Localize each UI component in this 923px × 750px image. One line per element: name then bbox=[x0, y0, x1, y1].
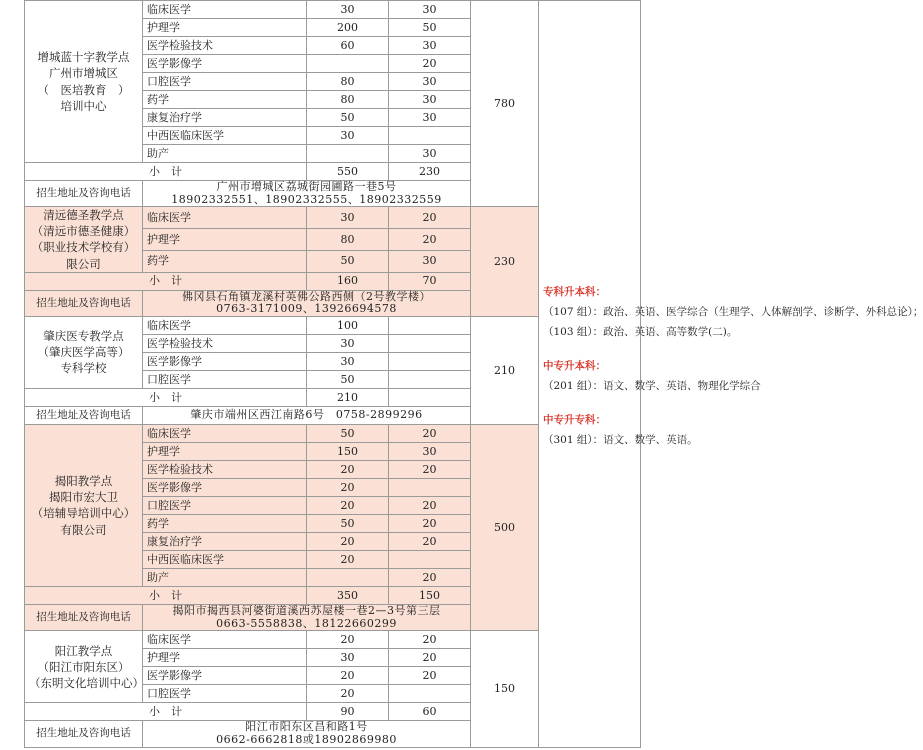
group-total: 500 bbox=[471, 424, 539, 630]
quota-b: 30 bbox=[389, 1, 471, 19]
institution-name-line: 阳江教学点 bbox=[54, 643, 113, 658]
major-name: 康复治疗学 bbox=[143, 532, 307, 550]
major-name: 中西医临床医学 bbox=[143, 127, 307, 145]
exam-section bbox=[543, 411, 698, 451]
quota-b: 30 bbox=[389, 145, 471, 163]
subtotal-b: 150 bbox=[389, 586, 471, 604]
subtotal-a: 550 bbox=[307, 163, 389, 181]
major-name: 口腔医学 bbox=[143, 496, 307, 514]
phone-line: 0662-6662818或18902869980 bbox=[216, 732, 397, 746]
address-label: 招生地址及咨询电话 bbox=[25, 290, 143, 316]
address-value bbox=[143, 181, 471, 207]
quota-b: 20 bbox=[389, 229, 471, 251]
address-value bbox=[143, 290, 471, 316]
exam-section-line: （103 组）：政治、英语、高等数学(二)。 bbox=[543, 325, 738, 338]
subtotal-label: 小 计 bbox=[25, 586, 307, 604]
quota-b bbox=[389, 334, 471, 352]
address-value bbox=[143, 721, 471, 747]
institution-name bbox=[25, 1, 143, 163]
quota-b: 20 bbox=[389, 532, 471, 550]
quota-a: 80 bbox=[307, 73, 389, 91]
subtotal-a: 210 bbox=[307, 388, 389, 406]
address-line: 佛冈县石角镇龙溪村英佛公路西侧（2号教学楼） bbox=[182, 289, 431, 303]
quota-b bbox=[389, 550, 471, 568]
quota-b: 20 bbox=[389, 514, 471, 532]
address-line: 广州市增城区荔城街园圃路一巷5号 bbox=[216, 180, 397, 193]
quota-a: 20 bbox=[307, 667, 389, 685]
institution-name-line: 专科学校 bbox=[60, 361, 107, 376]
major-name: 口腔医学 bbox=[143, 685, 307, 703]
phone-line: 18902332551、18902332555、18902332559 bbox=[171, 192, 442, 206]
major-name: 临床医学 bbox=[143, 424, 307, 442]
institution-name-line: 肇庆医专教学点 bbox=[43, 329, 124, 344]
institution-name-line: （ 医培教育 ） bbox=[37, 82, 130, 97]
major-name: 临床医学 bbox=[143, 316, 307, 334]
major-name: 医学检验技术 bbox=[143, 37, 307, 55]
address-label: 招生地址及咨询电话 bbox=[25, 181, 143, 207]
quota-a: 20 bbox=[307, 478, 389, 496]
quota-b: 20 bbox=[389, 568, 471, 586]
major-name: 护理学 bbox=[143, 442, 307, 460]
exam-section-line: （107 组）：政治、英语、医学综合（生理学、人体解剖学、诊断学、外科总论）； bbox=[543, 305, 923, 318]
quota-a: 20 bbox=[307, 460, 389, 478]
major-name: 口腔医学 bbox=[143, 370, 307, 388]
institution-name-line: （肇庆医学高等） bbox=[37, 345, 130, 360]
subtotal-b bbox=[389, 388, 471, 406]
group-total: 150 bbox=[471, 631, 539, 747]
quota-a: 20 bbox=[307, 496, 389, 514]
quota-a: 30 bbox=[307, 207, 389, 229]
quota-a: 50 bbox=[307, 109, 389, 127]
quota-a: 200 bbox=[307, 19, 389, 37]
address-label: 招生地址及咨询电话 bbox=[25, 406, 143, 424]
phone-line: 0663-5558838、18122660299 bbox=[216, 616, 397, 630]
subtotal-a: 350 bbox=[307, 586, 389, 604]
major-name: 助产 bbox=[143, 568, 307, 586]
quota-b: 30 bbox=[389, 250, 471, 272]
quota-b: 50 bbox=[389, 19, 471, 37]
institution-name-line: 揭阳市宏大卫 bbox=[49, 490, 118, 505]
major-name: 护理学 bbox=[143, 649, 307, 667]
major-name: 医学影像学 bbox=[143, 352, 307, 370]
address-line: 揭阳市揭西县河婆街道溪西苏屋楼一巷2—3号第三层 bbox=[172, 603, 441, 617]
quota-a: 60 bbox=[307, 37, 389, 55]
institution-name-line: （东明文化培训中心） bbox=[29, 675, 144, 690]
quota-a: 50 bbox=[307, 424, 389, 442]
exam-section bbox=[543, 357, 761, 397]
major-name: 医学影像学 bbox=[143, 478, 307, 496]
major-name: 康复治疗学 bbox=[143, 109, 307, 127]
address-line: 阳江市阳东区昌和路1号 bbox=[245, 720, 368, 734]
quota-a: 30 bbox=[307, 649, 389, 667]
address-label: 招生地址及咨询电话 bbox=[25, 604, 143, 630]
quota-a: 80 bbox=[307, 91, 389, 109]
institution-name-line: 广州市增城区 bbox=[49, 66, 118, 81]
subtotal-b: 70 bbox=[389, 272, 471, 290]
address-value bbox=[143, 406, 471, 424]
quota-b: 20 bbox=[389, 667, 471, 685]
quota-a: 20 bbox=[307, 550, 389, 568]
quota-b bbox=[389, 478, 471, 496]
quota-a bbox=[307, 145, 389, 163]
quota-b bbox=[389, 316, 471, 334]
major-name: 护理学 bbox=[143, 19, 307, 37]
quota-b: 20 bbox=[389, 649, 471, 667]
subtotal-label: 小 计 bbox=[25, 272, 307, 290]
institution-name-line: 培训中心 bbox=[60, 98, 107, 113]
quota-a: 20 bbox=[307, 631, 389, 649]
subtotal-label: 小 计 bbox=[25, 703, 307, 721]
major-name: 医学影像学 bbox=[143, 55, 307, 73]
quota-a: 30 bbox=[307, 127, 389, 145]
quota-a: 30 bbox=[307, 352, 389, 370]
quota-b bbox=[389, 352, 471, 370]
exam-section bbox=[543, 283, 923, 343]
major-name: 护理学 bbox=[143, 229, 307, 251]
quota-b: 20 bbox=[389, 460, 471, 478]
institution-name-line: 揭阳教学点 bbox=[54, 474, 113, 489]
quota-a: 100 bbox=[307, 316, 389, 334]
exam-section-title: 专科升本科： bbox=[543, 285, 606, 298]
quota-a: 80 bbox=[307, 229, 389, 251]
quota-a: 20 bbox=[307, 532, 389, 550]
group-total: 780 bbox=[471, 1, 539, 207]
institution-name bbox=[25, 207, 143, 272]
institution-name-line: 限公司 bbox=[66, 256, 101, 271]
group-total: 210 bbox=[471, 316, 539, 424]
quota-b: 20 bbox=[389, 496, 471, 514]
major-name: 医学检验技术 bbox=[143, 460, 307, 478]
exam-section-title: 中专升专科： bbox=[543, 413, 606, 426]
institution-name-line: （职业技术学校有） bbox=[31, 240, 136, 255]
quota-b: 30 bbox=[389, 73, 471, 91]
quota-b bbox=[389, 685, 471, 703]
major-name: 中西医临床医学 bbox=[143, 550, 307, 568]
major-name: 临床医学 bbox=[143, 631, 307, 649]
quota-a bbox=[307, 55, 389, 73]
institution-name-line: 清远德圣教学点 bbox=[43, 208, 124, 223]
subtotal-label: 小 计 bbox=[25, 388, 307, 406]
phone-line: 0763-3171009、13926694578 bbox=[216, 302, 397, 316]
quota-b: 20 bbox=[389, 55, 471, 73]
quota-b: 30 bbox=[389, 109, 471, 127]
major-name: 药学 bbox=[143, 91, 307, 109]
major-name: 口腔医学 bbox=[143, 73, 307, 91]
institution-name bbox=[25, 424, 143, 586]
subtotal-a: 160 bbox=[307, 272, 389, 290]
quota-b: 20 bbox=[389, 631, 471, 649]
quota-b bbox=[389, 127, 471, 145]
address-label: 招生地址及咨询电话 bbox=[25, 721, 143, 747]
institution-name-line: （培辅导培训中心） bbox=[31, 506, 136, 521]
major-name: 药学 bbox=[143, 514, 307, 532]
quota-a: 50 bbox=[307, 250, 389, 272]
subtotal-a: 90 bbox=[307, 703, 389, 721]
quota-b: 30 bbox=[389, 91, 471, 109]
institution-name-line: 增城蓝十字教学点 bbox=[37, 50, 130, 65]
institution-name bbox=[25, 631, 143, 703]
quota-a: 50 bbox=[307, 370, 389, 388]
quota-b: 20 bbox=[389, 207, 471, 229]
major-name: 药学 bbox=[143, 250, 307, 272]
institution-name-line: 有限公司 bbox=[60, 522, 107, 537]
major-name: 助产 bbox=[143, 145, 307, 163]
quota-b: 20 bbox=[389, 424, 471, 442]
major-name: 医学影像学 bbox=[143, 667, 307, 685]
institution-name-line: （清远市德圣健康） bbox=[31, 224, 136, 239]
enrollment-table bbox=[24, 0, 923, 748]
quota-a: 30 bbox=[307, 1, 389, 19]
quota-a: 50 bbox=[307, 514, 389, 532]
quota-b: 30 bbox=[389, 37, 471, 55]
subtotal-b: 230 bbox=[389, 163, 471, 181]
institution-name-line: （阳江市阳东区） bbox=[37, 659, 130, 674]
exam-subjects-panel bbox=[539, 1, 923, 748]
exam-section-line: （201 组）：语文、数学、英语、物理化学综合 bbox=[543, 379, 761, 392]
subtotal-b: 60 bbox=[389, 703, 471, 721]
quota-a: 20 bbox=[307, 685, 389, 703]
quota-a bbox=[307, 568, 389, 586]
exam-section-title: 中专升本科： bbox=[543, 359, 606, 372]
major-name: 临床医学 bbox=[143, 207, 307, 229]
quota-a: 30 bbox=[307, 334, 389, 352]
quota-b bbox=[389, 370, 471, 388]
major-name: 临床医学 bbox=[143, 1, 307, 19]
quota-a: 150 bbox=[307, 442, 389, 460]
major-name: 医学检验技术 bbox=[143, 334, 307, 352]
institution-name bbox=[25, 316, 143, 388]
subtotal-label: 小 计 bbox=[25, 163, 307, 181]
address-line: 肇庆市端州区西江南路6号 0758-2899296 bbox=[190, 408, 423, 422]
group-total: 230 bbox=[471, 207, 539, 317]
quota-b: 30 bbox=[389, 442, 471, 460]
exam-section-line: （301 组）：语文、数学、英语。 bbox=[543, 433, 698, 446]
table-row bbox=[25, 1, 641, 19]
address-value bbox=[143, 604, 471, 630]
